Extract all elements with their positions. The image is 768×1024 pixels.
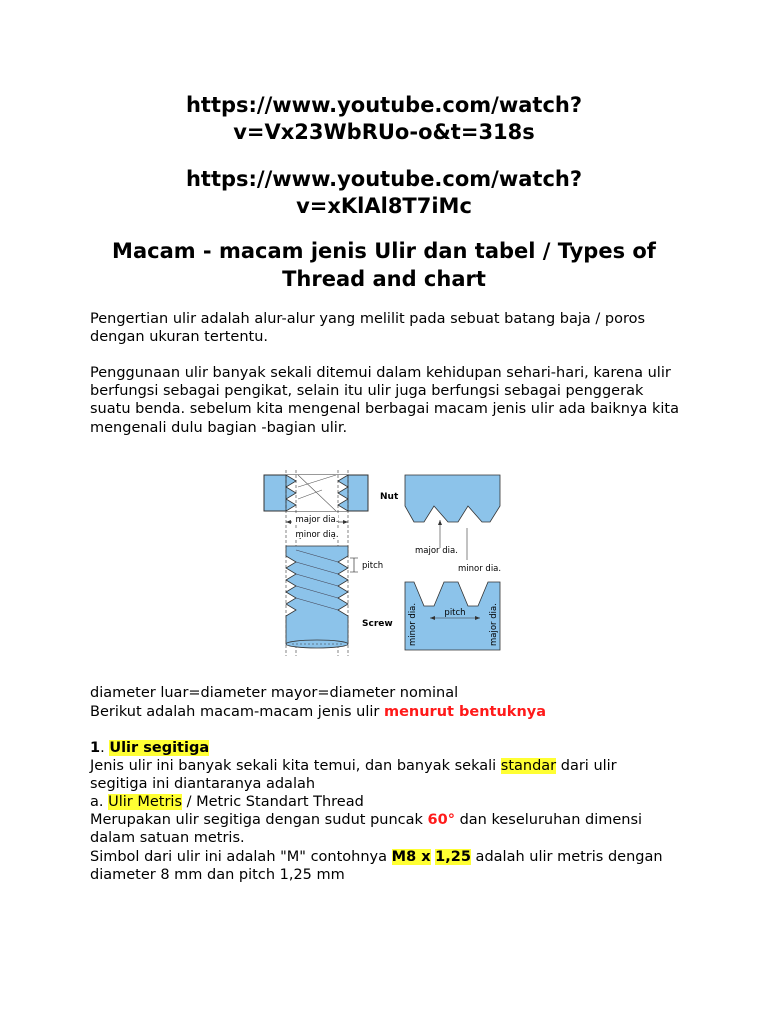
para-1-text-a: Jenis ulir ini banyak sekali kita temui, dan banyak sekali <box>90 758 501 774</box>
m8-highlight: M8 x <box>391 849 431 865</box>
pitch-125-highlight: 1,25 <box>435 849 471 865</box>
section-1-dot: . <box>100 740 110 756</box>
ulir-metris-highlight: Ulir Metris <box>108 794 183 810</box>
section-1-heading <box>90 739 690 757</box>
angle-60-red: 60° <box>427 812 455 828</box>
link-2-line-2[interactable]: v=xKlAl8T7iMc <box>296 194 472 218</box>
thread-diagram <box>262 470 506 660</box>
section-1-title: Ulir segitiga <box>109 740 210 756</box>
minor-dia-right-label: minor dia. <box>458 564 502 574</box>
youtube-link-1[interactable] <box>0 92 768 146</box>
screw-label: Screw <box>362 619 393 629</box>
section-1-number: 1 <box>90 740 101 756</box>
section-1-para-3 <box>90 848 690 884</box>
link-1-line-1[interactable]: https://www.youtube.com/watch? <box>185 93 583 117</box>
standar-highlight: standar <box>500 758 557 774</box>
youtube-link-2[interactable] <box>0 166 768 220</box>
para-3-text-b: adalah ulir metris dengan diameter 8 mm dan pitch 1,25 mm <box>90 849 663 884</box>
pitch-right-label: pitch <box>444 608 466 618</box>
major-dia-label: major dia. <box>295 515 339 525</box>
link-2-line-1[interactable]: https://www.youtube.com/watch? <box>185 167 583 191</box>
nut-label: Nut <box>380 492 399 502</box>
subitem-a-suffix: / Metric Standart Thread <box>182 794 364 810</box>
major-dia-right-label: major dia. <box>415 546 458 556</box>
major-dia-vertical-label: major dia. <box>489 603 499 646</box>
link-1-line-2[interactable]: v=Vx23WbRUo-o&t=318s <box>233 120 535 144</box>
subitem-a-prefix: a. <box>90 794 109 810</box>
para-2-text-a: Merupakan ulir segitiga dengan sudut puncak <box>90 812 428 828</box>
para-3-text-a: Simbol dari ulir ini adalah "M" contohnya <box>90 849 392 865</box>
section-1-para-1 <box>90 757 660 793</box>
section-1-para-2 <box>90 811 680 847</box>
intro-paragraph-2: Penggunaan ulir banyak sekali ditemui dalam kehidupan sehari-hari, karena ulir berfungsi sebagai pengikat, selain itu ulir juga berfungsi sebagai penggerak suatu benda. sebelum kita mengenal berbagai macam jenis ulir ada baiknya kita mengenali dulu bagian -bagian ulir. <box>90 365 679 436</box>
pitch-label: pitch <box>362 561 384 571</box>
para-1-text-b: dari ulir segitiga ini diantaranya adalah <box>90 758 617 793</box>
types-intro-text: Berikut adalah macam-macam jenis ulir <box>90 704 384 720</box>
para-2-text-b: dan keseluruhan dimensi dalam satuan metris. <box>90 812 643 847</box>
section-1-subitem-a <box>90 793 690 811</box>
types-intro-line <box>90 703 690 721</box>
minor-dia-vertical-label: minor dia. <box>408 602 418 646</box>
diameter-definition: diameter luar=diameter mayor=diameter nominal <box>90 685 459 701</box>
page-title: Macam - macam jenis Ulir dan tabel / Types of Thread and chart <box>112 239 656 291</box>
types-intro-red: menurut bentuknya <box>383 704 547 720</box>
intro-paragraph-1: Pengertian ulir adalah alur-alur yang melilit pada sebuat batang baja / poros dengan ukuran tertentu. <box>90 311 646 346</box>
minor-dia-label: minor dia. <box>295 530 339 540</box>
